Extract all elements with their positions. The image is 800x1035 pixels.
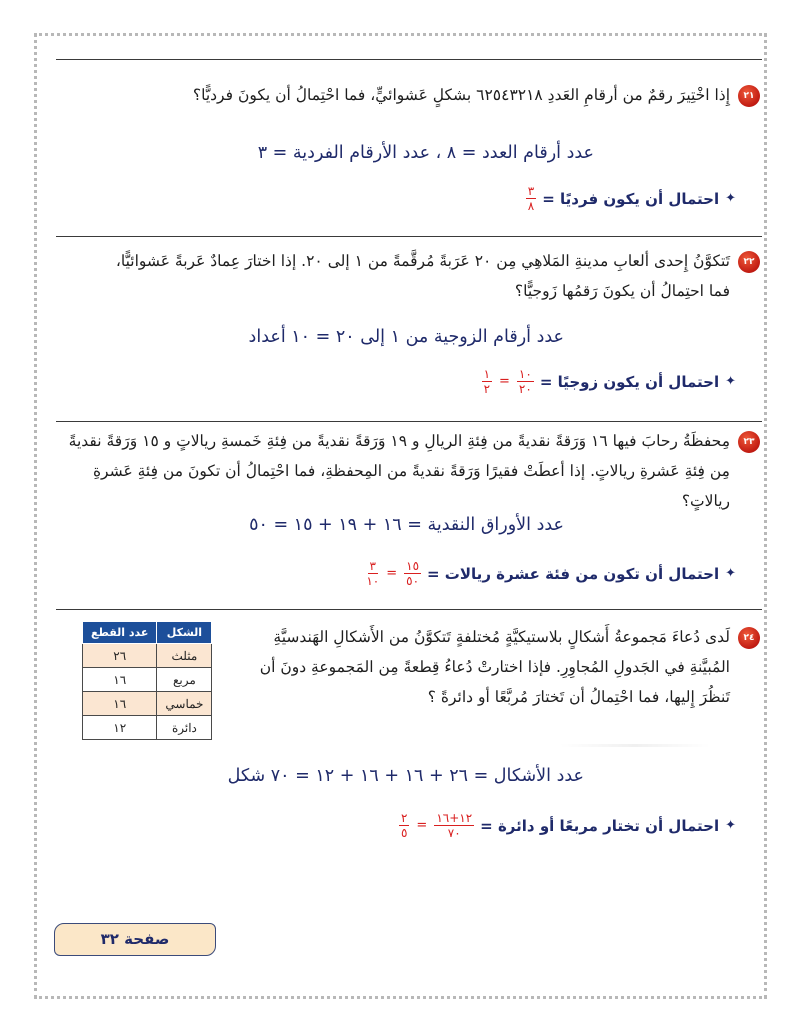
count-cell: ٢٦ — [83, 644, 157, 668]
shape-cell: دائرة — [157, 716, 212, 740]
answer-line — [366, 560, 736, 587]
question-text-line: تَنظُرَ إِليها، فما احْتِمالُ أن تَختارَ مُربَّعًا أو دائرةً ؟ — [427, 688, 730, 706]
shapes-table — [82, 621, 212, 740]
table-row — [83, 668, 212, 692]
shape-cell: مثلث — [157, 644, 212, 668]
bullet-icon: ✦ — [725, 374, 736, 389]
question-text-line: فما احتِمالُ أن يكونَ رَقمُها زَوجيًّا؟ — [514, 282, 730, 300]
numerator: ٣ — [527, 184, 535, 198]
question-number-badge: ٢٣ — [738, 431, 760, 453]
question-number-badge: ٢٤ — [738, 627, 760, 649]
work-line: عدد الأوراق النقدية = ١٦ + ١٩ + ١٥ = ٥٠ — [249, 515, 564, 535]
fraction — [399, 812, 409, 839]
question-text-line: تَتكوَّنُ إِحدى ألعابِ مدينةِ المَلاهِي مِن ٢٠ عَرَبةً مُرقَّمةً من ١ إلى ٢٠. إذا اختارَ عِمادٌ عَربةً عَشوائيًّا، — [115, 252, 730, 270]
question-23 — [60, 426, 760, 516]
page-number-label: صفحة ٣٢ — [54, 923, 216, 956]
work-line: عدد الأشكال = ٢٦ + ١٦ + ١٦ + ١٢ = ٧٠ شكل — [227, 766, 584, 786]
question-text: إِذا اخْتِيرَ رقمٌ من أرقامِ العَددِ ٦٢٥٤٣٢١٨ بشكلٍ عَشوائيٍّ، فما احْتِمالُ أن يكونَ فرديًّا؟ — [192, 86, 730, 104]
numerator: ٣ — [369, 559, 376, 573]
table-row — [83, 716, 212, 740]
answer-line — [399, 812, 736, 839]
table-row — [83, 644, 212, 668]
equals-sign: = — [386, 566, 398, 581]
denominator: ٧٠ — [447, 826, 461, 840]
answer-line — [526, 185, 736, 212]
numerator: ٢ — [400, 811, 408, 825]
fraction — [482, 368, 492, 395]
denominator: ٥٠ — [406, 574, 420, 588]
shape-cell: مربع — [157, 668, 212, 692]
answer-label: احتمال أن تكون من فئة عشرة ريالات = — [427, 564, 720, 583]
question-22 — [60, 246, 760, 306]
question-text-line: المُبيَّنةِ في الجَدولِ المُجاوِرِ. فإذا اختارتْ دُعاءُ قِطعةً مِن المَجموعةِ دونَ أن — [259, 658, 730, 676]
divider — [56, 59, 762, 60]
answer-label: احتمال أن يكون فرديًا = — [542, 189, 720, 208]
work-line: عدد أرقام الزوجية من ١ إلى ٢٠ = ١٠ أعداد — [248, 327, 564, 347]
count-cell: ١٦ — [83, 692, 157, 716]
numerator: ١ — [483, 367, 491, 381]
question-24 — [240, 622, 760, 712]
decorative-shadow — [560, 744, 710, 747]
bullet-icon: ✦ — [725, 818, 736, 833]
table-header-row — [83, 622, 212, 644]
numerator: ١٢+١٦ — [436, 811, 473, 825]
table-row — [83, 692, 212, 716]
shape-cell: خماسي — [157, 692, 212, 716]
fraction — [526, 185, 536, 212]
denominator: ٥ — [400, 826, 408, 840]
equals-sign: = — [416, 818, 428, 833]
divider — [56, 421, 762, 422]
question-text-line: مِن فِئةِ عَشرةِ ريالاتٍ. إذا أعطَتْ فقيرًا وَرَقةً نقديةً من المِحفظةِ، فما احْتِمالُ أن تكونَ من فِئةِ عَشرةِ ريالاتٍ؟ — [92, 462, 730, 510]
fraction — [404, 560, 421, 587]
fraction — [517, 368, 534, 395]
denominator: ٢ — [483, 382, 491, 396]
denominator: ٢٠ — [518, 382, 532, 396]
fraction — [434, 812, 474, 839]
bullet-icon: ✦ — [725, 566, 736, 581]
bullet-icon: ✦ — [725, 191, 736, 206]
count-cell: ١٢ — [83, 716, 157, 740]
numerator: ١٥ — [406, 559, 420, 573]
denominator: ٨ — [527, 199, 535, 213]
question-text-line: لَدى دُعاءَ مَجموعةُ أَشكالٍ بلاستيكيَّةٍ مُختلفةٍ تَتكوَّنُ من الأَشكالِ الهَندسيَّةِ — [273, 628, 730, 646]
answer-label: احتمال أن يكون زوجيًا = — [539, 372, 720, 391]
question-21 — [193, 80, 760, 110]
fraction — [366, 560, 379, 587]
answer-line — [482, 368, 736, 395]
work-line: عدد أرقام العدد = ٨ ، عدد الأرقام الفردية = ٣ — [257, 143, 594, 163]
question-text-line: مِحفظَةُ رحابَ فيها ١٦ وَرَقةً نقديةً من فِئةِ الريالِ و ١٩ وَرَقةً نقديةً من فِئةِ خَمسةِ ريالاتٍ و ١٥ وَرَقةً نقديةً — [68, 432, 730, 450]
question-number-badge: ٢٢ — [738, 251, 760, 273]
divider — [56, 236, 762, 237]
count-cell: ١٦ — [83, 668, 157, 692]
numerator: ١٠ — [518, 367, 532, 381]
denominator: ١٠ — [366, 574, 380, 588]
table-header-count: عدد القطع — [83, 622, 157, 644]
equals-sign: = — [499, 374, 510, 389]
table-header-shape: الشكل — [157, 622, 212, 644]
divider — [56, 609, 762, 610]
answer-label: احتمال أن تختار مربعًا أو دائرة = — [480, 816, 720, 835]
question-number-badge: ٢١ — [738, 85, 760, 107]
